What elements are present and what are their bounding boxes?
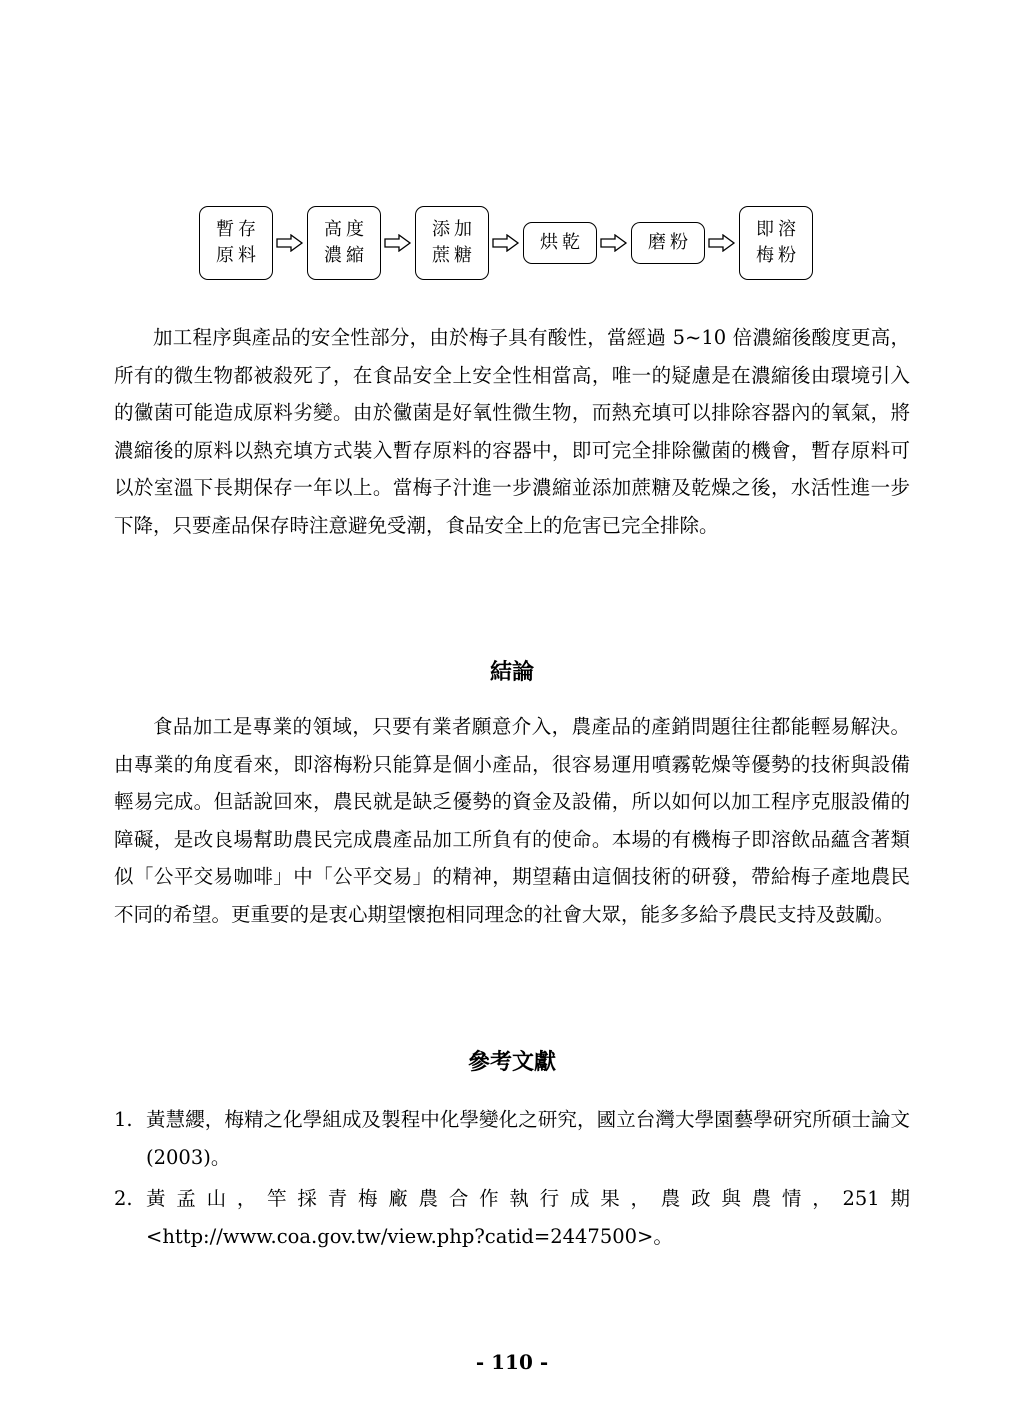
reference-text-segment: 農 [660, 1187, 681, 1210]
flow-step-label: 原料 [216, 245, 260, 266]
flow-step-label: 梅粉 [756, 245, 800, 266]
reference-text-segment: 青 [327, 1187, 348, 1210]
reference-text-segment: 行 [539, 1187, 560, 1210]
body-paragraph-safety: 加工程序與產品的安全性部分，由於梅子具有酸性，當經過 5~10 倍濃縮後酸度更高，所有的微生物都被殺死了，在食品安全上安全性相當高，唯一的疑慮是在濃縮後由環境引入的黴菌可能造成原料劣變。由於黴菌是好氧性微生物，而熱充填可以排除容器內的氧氣，將濃縮後的原料以熱充填方式裝入暫存原料的容器中，即可完全排除黴菌的機會，暫存原料可以於室溫下長期保存一年以上。當梅子汁進一步濃縮並添加蔗糖及乾燥之後，水活性進一步下降，只要產品保存時注意避免受潮，食品安全上的危害已完全排除。 [114, 326, 910, 537]
flow-step-instant-powder [739, 206, 813, 280]
arrow-right-icon [597, 234, 631, 252]
reference-text-segment: 果 [600, 1187, 620, 1210]
section-heading-conclusion: 結論 [489, 660, 534, 685]
reference-text-segment: 251 [842, 1187, 880, 1210]
reference-text-segment: ， [812, 1187, 832, 1210]
flow-step-label: 磨粉 [648, 232, 692, 253]
reference-text-segment: 與 [721, 1187, 741, 1210]
reference-text-segment: ， [630, 1187, 651, 1210]
arrow-right-icon [489, 234, 523, 252]
reference-link[interactable]: <http://www.coa.gov.tw/view.php?catid=2447500>。 [146, 1224, 673, 1248]
reference-text-segment: 農 [418, 1187, 439, 1210]
arrow-right-icon [705, 234, 739, 252]
reference-number: 2. [114, 1187, 133, 1210]
flow-step-grind [631, 222, 705, 264]
reference-text-segment: ， [236, 1187, 257, 1210]
flow-step-label: 高度 [324, 219, 368, 240]
reference-text-segment: 廠 [388, 1187, 408, 1210]
arrow-right-icon [273, 234, 307, 252]
page-number: - 110 - [475, 1350, 549, 1374]
flow-step-dry [523, 222, 597, 264]
reference-text-segment: 合 [448, 1187, 469, 1210]
reference-text-segment: 期 [890, 1187, 910, 1210]
flow-step-label: 暫存 [216, 219, 260, 240]
section-heading-references: 參考文獻 [467, 1050, 556, 1075]
flow-step-add-sugar [415, 206, 489, 280]
reference-text-segment: 作 [479, 1187, 499, 1210]
reference-text-segment: 情 [781, 1187, 802, 1210]
reference-item [114, 1101, 910, 1176]
reference-number: 1. [114, 1108, 133, 1131]
body-paragraph-conclusion: 食品加工是專業的領域，只要有業者願意介入，農產品的產銷問題往往都能輕易解決。由專業的角度看來，即溶梅粉只能算是個小產品，很容易運用噴霧乾燥等優勢的技術與設備輕易完成。但話說回來，農民就是缺乏優勢的資金及設備，所以如何以加工程序克服設備的障礙，是改良場幫助農民完成農產品加工所負有的使命。本場的有機梅子即溶飲品蘊含著類似「公平交易咖啡」中「公平交易」的精神，期望藉由這個技術的研發，帶給梅子產地農民不同的希望。更重要的是衷心期望懷抱相同理念的社會大眾，能多多給予農民支持及鼓勵。 [114, 715, 910, 926]
reference-text-segment: 政 [691, 1187, 711, 1210]
reference-text-segment: 山 [206, 1187, 227, 1210]
reference-text-segment: 採 [297, 1187, 317, 1210]
process-flowchart [199, 206, 829, 280]
flow-step-label: 濃縮 [324, 245, 368, 266]
reference-text-segment: 孟 [176, 1187, 196, 1210]
reference-text-segment: 成 [569, 1187, 590, 1210]
reference-text-segment: 竿 [267, 1187, 287, 1210]
flow-step-label: 添加 [432, 219, 476, 240]
flow-step-label: 即溶 [756, 219, 800, 240]
flow-step-label: 烘乾 [540, 232, 584, 253]
flow-step-concentrate [307, 206, 381, 280]
flow-step-storage [199, 206, 273, 280]
reference-item [114, 1180, 910, 1255]
arrow-right-icon [381, 234, 415, 252]
flow-step-label: 蔗糖 [432, 245, 476, 266]
reference-text: 黃慧纓，梅精之化學組成及製程中化學變化之研究，國立台灣大學園藝學研究所碩士論文 (2003)。 [146, 1108, 910, 1169]
reference-text-segment: 農 [751, 1187, 772, 1210]
reference-text-segment: 黃 [146, 1187, 166, 1210]
reference-text-segment: 梅 [357, 1187, 378, 1210]
reference-text [146, 1180, 910, 1218]
reference-list [114, 1101, 910, 1259]
reference-text-segment: 執 [509, 1187, 529, 1210]
